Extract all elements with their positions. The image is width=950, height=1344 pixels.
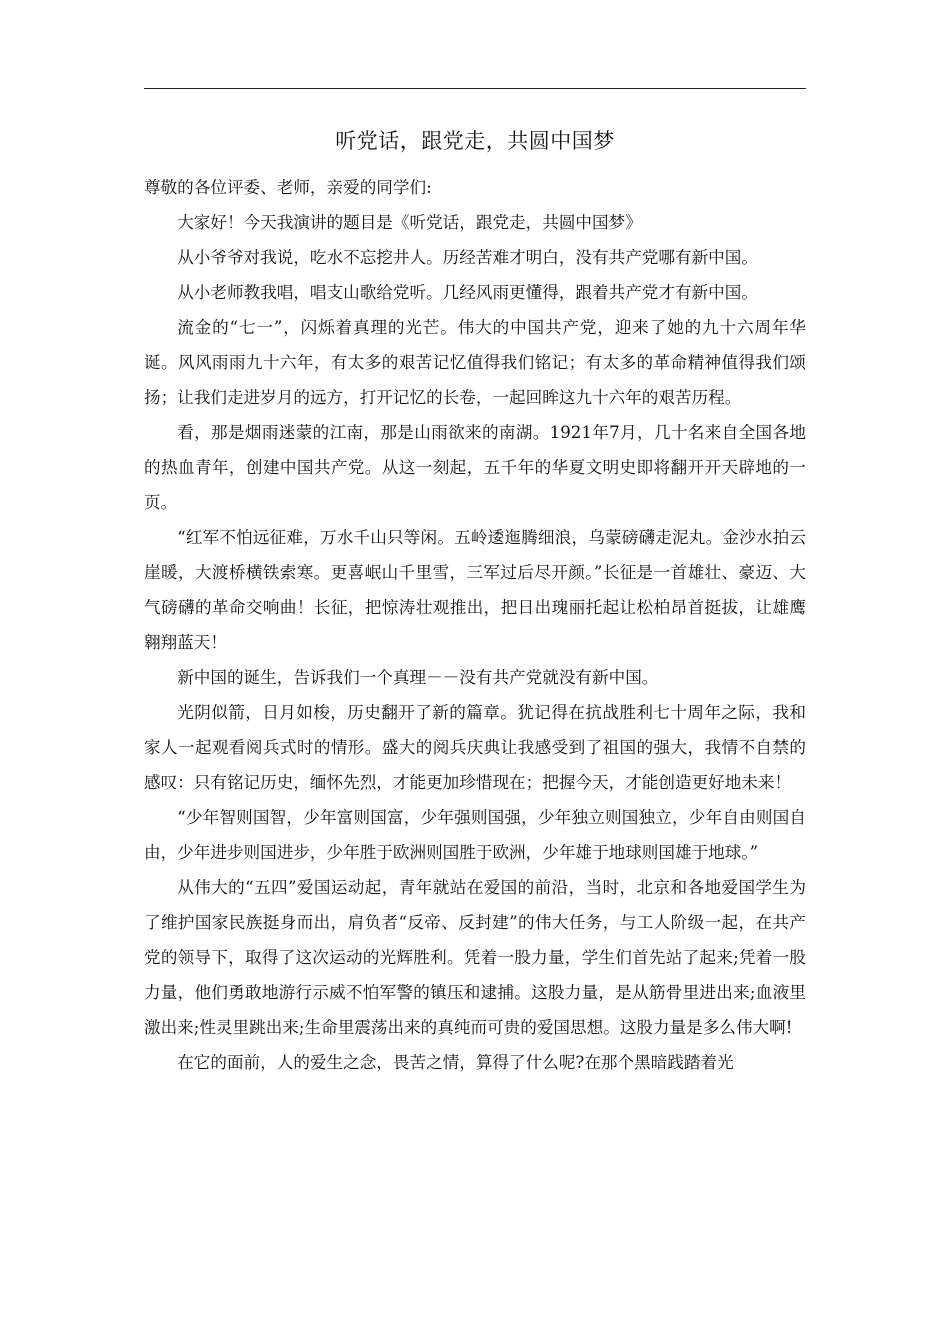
header-rule: [144, 88, 806, 89]
paragraph: 在它的面前，人的爱生之念，畏苦之情，算得了什么呢?在那个黑暗践踏着光: [177, 1053, 734, 1072]
paragraph: 从伟大的“五四”爱国运动起，青年就站在爱国的前沿，当时，北京和各地爱国学生为了维护国家民族挺身而出，肩负者“反帝、反封建”的伟大任务，与工人阶级一起，在共产党的领导下，取得了这次运动的光辉胜利。凭着一股力量，学生们首先站了起来;凭着一股力量，他们勇敢地游行示威不怕军警的镇压和逮捕。这股力量，是从筋骨里进出来;血液里激出来;性灵里跳出来;生命里震荡出来的真纯而可贵的爱国思想。这股力量是多么伟大啊!: [144, 878, 806, 1037]
paragraph: 新中国的诞生，告诉我们一个真理－－没有共产党就没有新中国。: [177, 668, 659, 687]
paragraph: “红军不怕远征难，万水千山只等闲。五岭逶迤腾细浪，乌蒙磅礴走泥丸。金沙水拍云崖暖，大渡桥横铁索寒。更喜岷山千里雪，三军过后尽开颜。”长征是一首雄壮、豪迈、大气磅礴的革命交响曲！长征，把惊涛壮观推出，把日出瑰丽托起让松柏昂首挺拔，让雄鹰翱翔蓝天！: [144, 528, 806, 652]
paragraph: 光阴似箭，日月如梭，历史翻开了新的篇章。犹记得在抗战胜利七十周年之际，我和家人一起观看阅兵式时的情形。盛大的阅兵庆典让我感受到了祖国的强大，我情不自禁的感叹：只有铭记历史，缅怀先烈，才能更加珍惜现在；把握今天，才能创造更好地未来！: [144, 703, 806, 792]
paragraph: 从小老师教我唱，唱支山歌给党听。几经风雨更懂得，跟着共产党才有新中国。: [177, 283, 758, 302]
page-title: 听党话，跟党走，共圆中国梦: [335, 129, 615, 153]
paragraph: 看，那是烟雨迷蒙的江南，那是山雨欲来的南湖。1921年7月，几十名来自全国各地的热血青年，创建中国共产党。从这一刻起，五千年的华夏文明史即将翻开开天辟地的一页。: [144, 423, 806, 512]
paragraph: “少年智则国智，少年富则国富，少年强则国强，少年独立则国独立，少年自由则国自由，少年进步则国进步，少年胜于欧洲则国胜于欧洲，少年雄于地球则国雄于地球。”: [144, 808, 806, 862]
salutation: 尊敬的各位评委、老师，亲爱的同学们:: [144, 178, 432, 197]
paragraph: 从小爷爷对我说，吃水不忘挖井人。历经苦难才明白，没有共产党哪有新中国。: [177, 248, 758, 267]
paragraph: 流金的“七一”，闪烁着真理的光芒。伟大的中国共产党，迎来了她的九十六周年华诞。风风雨雨九十六年，有太多的艰苦记忆值得我们铭记；有太多的革命精神值得我们颂扬；让我们走进岁月的远方，打开记忆的长卷，一起回眸这九十六年的艰苦历程。: [144, 318, 806, 407]
paragraph: 大家好！今天我演讲的题目是《听党话，跟党走，共圆中国梦》: [177, 213, 642, 232]
speech-body: [144, 170, 806, 1080]
